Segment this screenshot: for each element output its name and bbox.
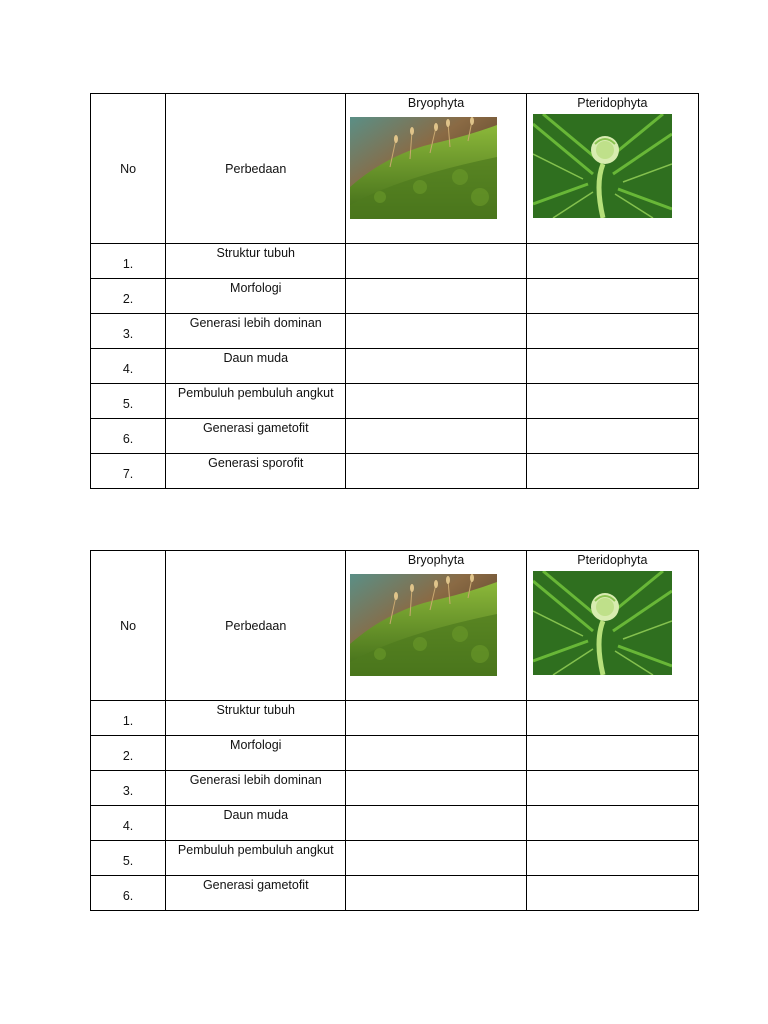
bryophyta-cell[interactable] xyxy=(346,419,526,454)
bryophyta-cell[interactable] xyxy=(346,701,526,736)
row-number: 5. xyxy=(122,854,134,868)
row-perbedaan: Struktur tubuh xyxy=(216,246,295,260)
pteridophyta-cell[interactable] xyxy=(526,841,698,876)
header-no: No xyxy=(91,551,166,701)
bryophyta-cell[interactable] xyxy=(346,736,526,771)
row-number: 4. xyxy=(122,819,134,833)
pteridophyta-cell[interactable] xyxy=(526,736,698,771)
table-row xyxy=(91,771,699,806)
table-row xyxy=(91,279,699,314)
header-no: No xyxy=(91,94,166,244)
bryophyta-cell[interactable] xyxy=(346,314,526,349)
pteridophyta-cell[interactable] xyxy=(526,771,698,806)
row-perbedaan: Pembuluh pembuluh angkut xyxy=(177,843,334,857)
table-row xyxy=(91,314,699,349)
header-pteridophyta-cell xyxy=(526,94,698,244)
bryophyta-cell[interactable] xyxy=(346,806,526,841)
table-row xyxy=(91,806,699,841)
pteridophyta-cell[interactable] xyxy=(526,314,698,349)
row-perbedaan: Daun muda xyxy=(223,808,289,822)
row-number: 1. xyxy=(122,714,134,728)
header-bryophyta-cell xyxy=(346,94,526,244)
table-row xyxy=(91,244,699,279)
row-perbedaan: Pembuluh pembuluh angkut xyxy=(177,386,334,400)
pteridophyta-cell[interactable] xyxy=(526,701,698,736)
bryophyta-cell[interactable] xyxy=(346,384,526,419)
row-perbedaan: Morfologi xyxy=(230,738,282,752)
bryophyta-cell[interactable] xyxy=(346,771,526,806)
row-number: 3. xyxy=(122,784,134,798)
row-perbedaan: Generasi lebih dominan xyxy=(189,773,322,787)
header-perbedaan: Perbedaan xyxy=(166,551,346,701)
fern-fiddlehead-photo xyxy=(533,114,672,218)
row-number: 5. xyxy=(122,397,134,411)
row-perbedaan: Morfologi xyxy=(230,281,282,295)
pteridophyta-cell[interactable] xyxy=(526,384,698,419)
row-perbedaan: Generasi gametofit xyxy=(202,421,309,435)
header-pteridophyta: Pteridophyta xyxy=(577,553,648,567)
row-number: 7. xyxy=(122,467,134,481)
fern-fiddlehead-photo xyxy=(533,571,672,675)
bryophyta-cell[interactable] xyxy=(346,841,526,876)
header-bryophyta-cell xyxy=(346,551,526,701)
table-row xyxy=(91,349,699,384)
table-row xyxy=(91,701,699,736)
row-number: 2. xyxy=(122,749,134,763)
pteridophyta-cell[interactable] xyxy=(526,349,698,384)
bryophyta-cell[interactable] xyxy=(346,454,526,489)
table-header-row xyxy=(91,94,699,244)
header-pteridophyta-cell xyxy=(526,551,698,701)
row-number: 1. xyxy=(122,257,134,271)
row-number: 4. xyxy=(122,362,134,376)
row-perbedaan: Struktur tubuh xyxy=(216,703,295,717)
header-pteridophyta: Pteridophyta xyxy=(577,96,648,110)
comparison-table-1 xyxy=(90,93,699,489)
table-row xyxy=(91,454,699,489)
row-perbedaan: Generasi gametofit xyxy=(202,878,309,892)
table-row xyxy=(91,841,699,876)
bryophyta-cell[interactable] xyxy=(346,876,526,911)
table-header-row xyxy=(91,551,699,701)
pteridophyta-cell[interactable] xyxy=(526,806,698,841)
bryophyta-cell[interactable] xyxy=(346,349,526,384)
row-perbedaan: Generasi sporofit xyxy=(208,456,304,470)
bryophyta-cell[interactable] xyxy=(346,244,526,279)
row-perbedaan: Daun muda xyxy=(223,351,289,365)
row-number: 6. xyxy=(122,432,134,446)
table-row xyxy=(91,419,699,454)
pteridophyta-cell[interactable] xyxy=(526,454,698,489)
row-number: 2. xyxy=(122,292,134,306)
moss-photo xyxy=(350,117,497,219)
table-row xyxy=(91,736,699,771)
pteridophyta-cell[interactable] xyxy=(526,419,698,454)
moss-photo xyxy=(350,574,497,676)
row-number: 6. xyxy=(122,889,134,903)
table-row xyxy=(91,384,699,419)
bryophyta-cell[interactable] xyxy=(346,279,526,314)
row-perbedaan: Generasi lebih dominan xyxy=(189,316,322,330)
header-perbedaan: Perbedaan xyxy=(166,94,346,244)
table-row xyxy=(91,876,699,911)
pteridophyta-cell[interactable] xyxy=(526,279,698,314)
pteridophyta-cell[interactable] xyxy=(526,876,698,911)
comparison-table-2 xyxy=(90,550,699,911)
row-number: 3. xyxy=(122,327,134,341)
header-bryophyta: Bryophyta xyxy=(407,96,465,110)
pteridophyta-cell[interactable] xyxy=(526,244,698,279)
header-bryophyta: Bryophyta xyxy=(407,553,465,567)
